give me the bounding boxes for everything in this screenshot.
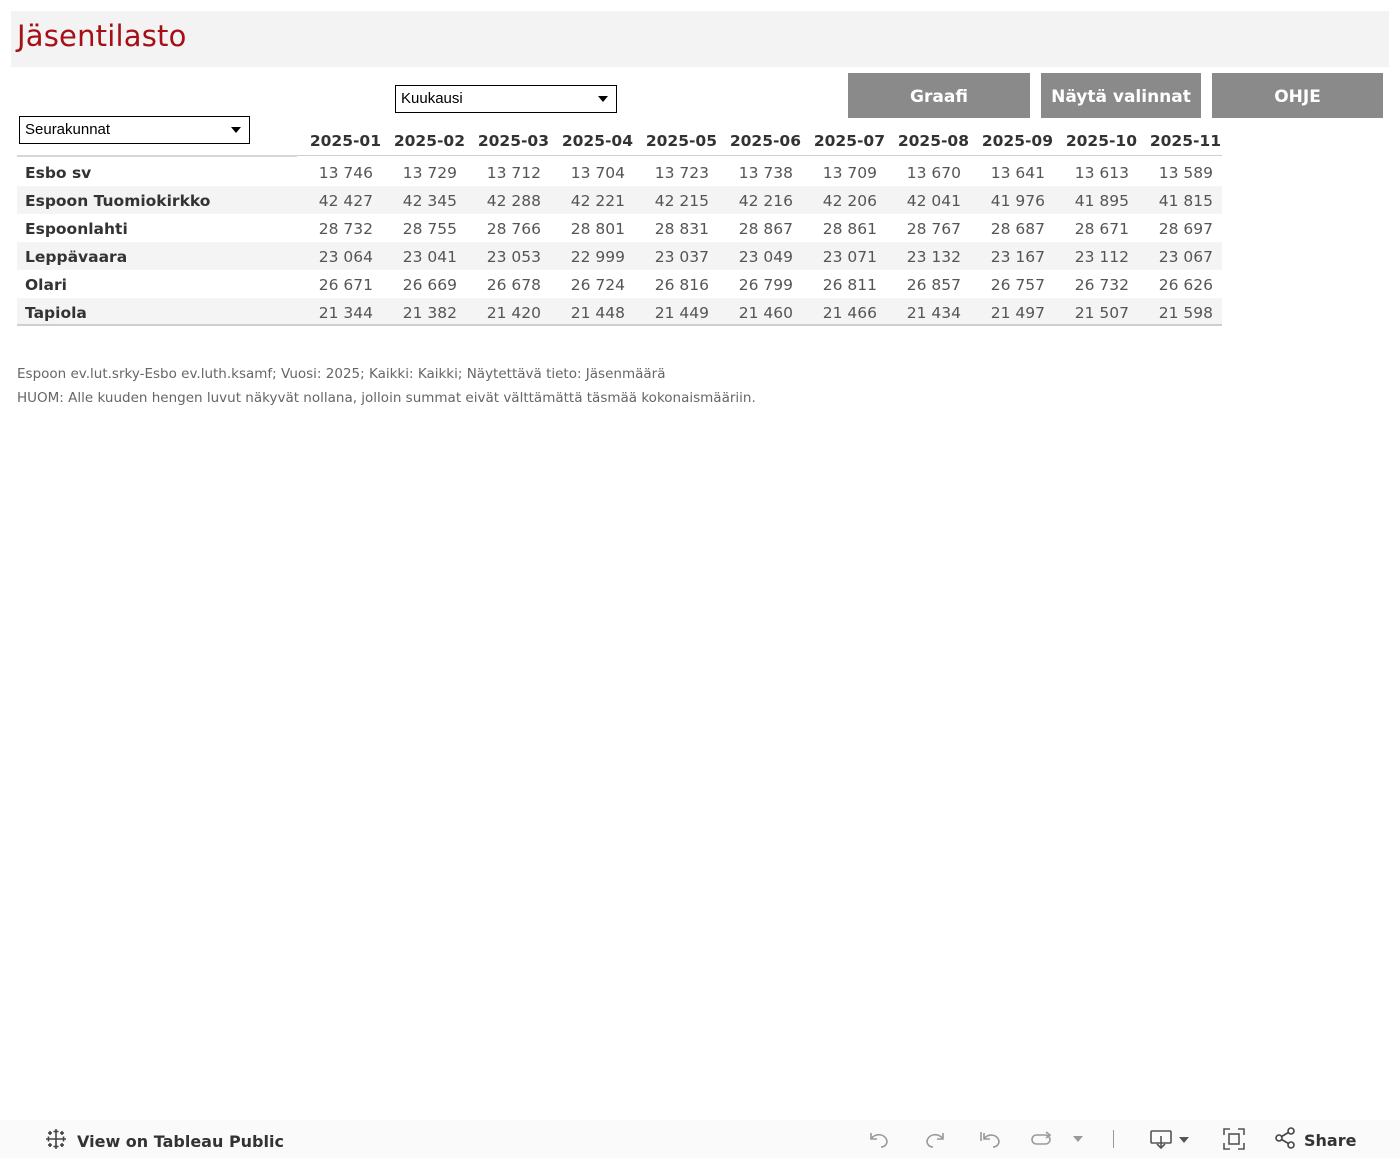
- table-cell[interactable]: 21 448: [570, 304, 625, 322]
- table-row[interactable]: [17, 158, 1222, 186]
- fullscreen-icon[interactable]: [1221, 1127, 1247, 1151]
- table-cell[interactable]: 41 976: [990, 192, 1045, 210]
- period-dropdown[interactable]: [395, 85, 617, 113]
- table-row[interactable]: [17, 298, 1222, 326]
- revert-icon[interactable]: [977, 1127, 1003, 1151]
- table-cell[interactable]: 28 732: [318, 220, 373, 238]
- table-row[interactable]: [17, 242, 1222, 270]
- redo-icon[interactable]: [922, 1127, 948, 1151]
- table-cell[interactable]: 28 755: [402, 220, 457, 238]
- period-dropdown-value: Kuukausi: [401, 90, 463, 107]
- table-cell[interactable]: 28 671: [1074, 220, 1129, 238]
- view-on-tableau-public-link[interactable]: [45, 1128, 284, 1154]
- toolbar-separator: [1113, 1130, 1114, 1148]
- row-label: Espoonlahti: [25, 220, 128, 238]
- table-cell[interactable]: 23 071: [822, 248, 877, 266]
- column-header[interactable]: 2025-03: [477, 132, 549, 150]
- table-cell[interactable]: 21 449: [654, 304, 709, 322]
- table-cell[interactable]: 26 816: [654, 276, 709, 294]
- table-cell[interactable]: 28 697: [1158, 220, 1213, 238]
- table-cell[interactable]: 23 167: [990, 248, 1045, 266]
- table-cell[interactable]: 42 427: [318, 192, 373, 210]
- table-cell[interactable]: 23 049: [738, 248, 793, 266]
- table-cell[interactable]: 23 037: [654, 248, 709, 266]
- table-cell[interactable]: 28 766: [486, 220, 541, 238]
- table-cell[interactable]: 21 497: [990, 304, 1045, 322]
- table-cell[interactable]: 23 053: [486, 248, 541, 266]
- table-cell[interactable]: 13 704: [570, 164, 625, 182]
- table-cell[interactable]: 42 288: [486, 192, 541, 210]
- table-cell[interactable]: 13 723: [654, 164, 709, 182]
- table-cell[interactable]: 13 746: [318, 164, 373, 182]
- table-cell[interactable]: 23 067: [1158, 248, 1213, 266]
- table-cell[interactable]: 28 687: [990, 220, 1045, 238]
- table-cell[interactable]: 21 466: [822, 304, 877, 322]
- column-header[interactable]: 2025-01: [309, 132, 381, 150]
- table-cell[interactable]: 13 670: [906, 164, 961, 182]
- column-header[interactable]: 2025-06: [729, 132, 801, 150]
- table-row[interactable]: [17, 270, 1222, 298]
- table-bottom-divider: [17, 324, 1222, 326]
- dropdown-icon[interactable]: [1065, 1127, 1091, 1151]
- header-divider: [17, 155, 297, 157]
- column-header[interactable]: 2025-10: [1065, 132, 1137, 150]
- table-row[interactable]: [17, 186, 1222, 214]
- table-cell[interactable]: 28 861: [822, 220, 877, 238]
- table-cell[interactable]: 21 460: [738, 304, 793, 322]
- caret-down-icon: [598, 96, 608, 102]
- share-icon: [1274, 1127, 1296, 1153]
- grouping-dropdown-value: Seurakunnat: [25, 121, 111, 138]
- column-header[interactable]: 2025-05: [645, 132, 717, 150]
- table-cell[interactable]: 26 724: [570, 276, 625, 294]
- header-divider: [297, 155, 1222, 156]
- column-header[interactable]: 2025-07: [813, 132, 885, 150]
- table-cell[interactable]: 13 641: [990, 164, 1045, 182]
- view-link-label: View on Tableau Public: [77, 1131, 284, 1151]
- table-cell[interactable]: 21 598: [1158, 304, 1213, 322]
- table-cell[interactable]: 13 712: [486, 164, 541, 182]
- table-cell[interactable]: 42 345: [402, 192, 457, 210]
- row-label: Leppävaara: [25, 248, 128, 266]
- table-cell[interactable]: 41 815: [1158, 192, 1213, 210]
- footnote-filters: Espoon ev.lut.srky-Esbo ev.luth.ksamf; Vuosi: 2025; Kaikki: Kaikki; Näytettävä tieto: Jäsenmäärä: [17, 366, 666, 382]
- table-cell[interactable]: 42 216: [738, 192, 793, 210]
- refresh-icon[interactable]: [1029, 1127, 1055, 1151]
- table-cell[interactable]: 21 344: [318, 304, 373, 322]
- table-cell[interactable]: 13 738: [738, 164, 793, 182]
- table-cell[interactable]: 28 867: [738, 220, 793, 238]
- table-cell[interactable]: 42 221: [570, 192, 625, 210]
- table-cell[interactable]: 23 132: [906, 248, 961, 266]
- page-title: Jäsentilasto: [17, 19, 187, 53]
- table-cell[interactable]: 26 799: [738, 276, 793, 294]
- table-cell[interactable]: 42 215: [654, 192, 709, 210]
- column-header[interactable]: 2025-09: [981, 132, 1053, 150]
- table-cell[interactable]: 23 064: [318, 248, 373, 266]
- table-cell[interactable]: 22 999: [570, 248, 625, 266]
- column-header[interactable]: 2025-11: [1149, 132, 1221, 150]
- table-cell[interactable]: 41 895: [1074, 192, 1129, 210]
- column-header[interactable]: 2025-04: [561, 132, 633, 150]
- table-cell[interactable]: 26 857: [906, 276, 961, 294]
- table-cell[interactable]: 21 382: [402, 304, 457, 322]
- table-cell[interactable]: 26 671: [318, 276, 373, 294]
- table-cell[interactable]: 26 626: [1158, 276, 1213, 294]
- table-cell[interactable]: 26 669: [402, 276, 457, 294]
- table-cell[interactable]: 21 420: [486, 304, 541, 322]
- graafi-button[interactable]: Graafi: [848, 73, 1030, 118]
- show-selections-button[interactable]: Näytä valinnat: [1041, 73, 1201, 118]
- row-label: Esbo sv: [25, 164, 92, 182]
- table-cell[interactable]: 26 757: [990, 276, 1045, 294]
- row-label: Tapiola: [25, 304, 87, 322]
- table-cell[interactable]: 28 831: [654, 220, 709, 238]
- download-icon[interactable]: [1149, 1127, 1189, 1151]
- table-cell[interactable]: 21 434: [906, 304, 961, 322]
- table-cell[interactable]: 42 206: [822, 192, 877, 210]
- table-cell[interactable]: 13 709: [822, 164, 877, 182]
- share-label: Share: [1304, 1130, 1357, 1150]
- table-cell[interactable]: 23 112: [1074, 248, 1129, 266]
- table-cell[interactable]: 28 801: [570, 220, 625, 238]
- table-cell[interactable]: 26 732: [1074, 276, 1129, 294]
- title-bar: [11, 11, 1389, 67]
- table-header-row: [17, 128, 1222, 156]
- help-button[interactable]: OHJE: [1212, 73, 1383, 118]
- row-label: Olari: [25, 276, 67, 294]
- table-cell[interactable]: 26 678: [486, 276, 541, 294]
- column-header[interactable]: 2025-08: [897, 132, 969, 150]
- share-button[interactable]: [1274, 1127, 1356, 1153]
- tableau-logo-icon: [45, 1128, 67, 1154]
- undo-icon[interactable]: [866, 1127, 892, 1151]
- table-cell[interactable]: 26 811: [822, 276, 877, 294]
- table-cell[interactable]: 42 041: [906, 192, 961, 210]
- table-row[interactable]: [17, 214, 1222, 242]
- table-cell[interactable]: 21 507: [1074, 304, 1129, 322]
- footnote-note: HUOM: Alle kuuden hengen luvut näkyvät nollana, jolloin summat eivät välttämättä täsmää kokonaismääriin.: [17, 390, 756, 406]
- table-cell[interactable]: 23 041: [402, 248, 457, 266]
- tableau-toolbar: [0, 1120, 1400, 1158]
- column-header[interactable]: 2025-02: [393, 132, 465, 150]
- table-cell[interactable]: 13 729: [402, 164, 457, 182]
- table-cell[interactable]: 28 767: [906, 220, 961, 238]
- row-label: Espoon Tuomiokirkko: [25, 192, 211, 210]
- table-cell[interactable]: 13 613: [1074, 164, 1129, 182]
- table-cell[interactable]: 13 589: [1158, 164, 1213, 182]
